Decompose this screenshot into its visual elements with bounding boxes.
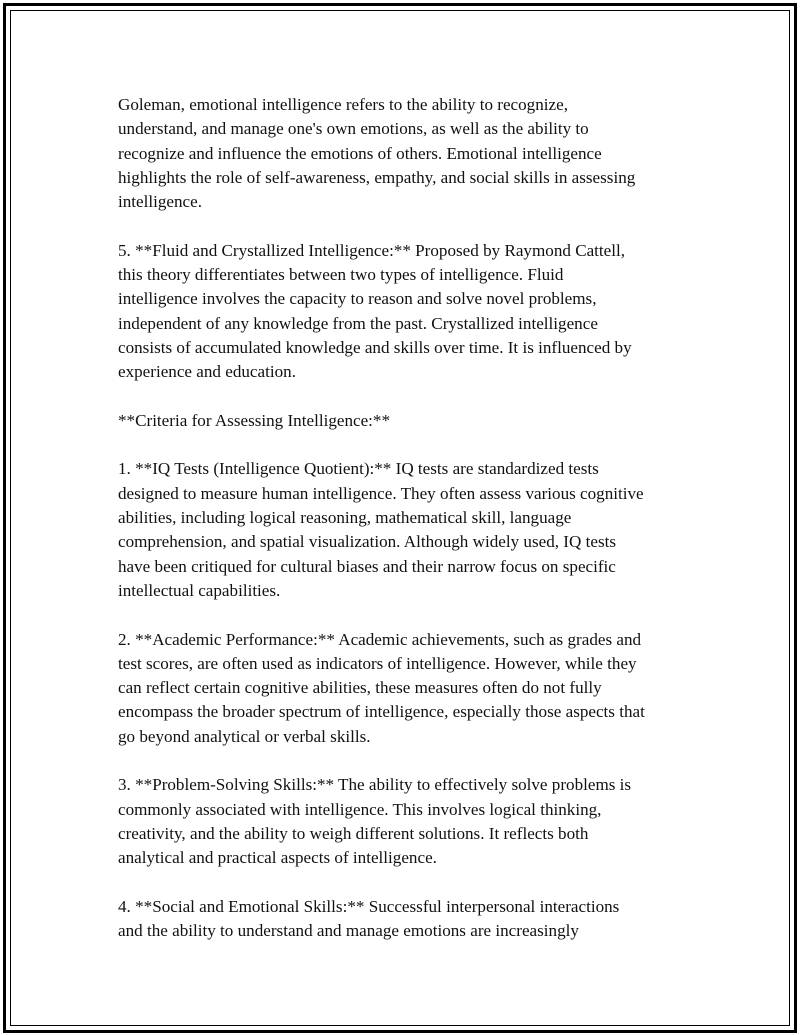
text-line: 1. **IQ Tests (Intelligence Quotient):** IQ tests are standardized tests <box>118 459 599 479</box>
text-line: and the ability to understand and manage emotions are increasingly <box>118 921 579 941</box>
text-line: analytical and practical aspects of intelligence. <box>118 848 437 868</box>
text-line: consists of accumulated knowledge and skills over time. It is influenced by <box>118 337 632 357</box>
text-line: comprehension, and spatial visualization. Although widely used, IQ tests <box>118 532 617 552</box>
text-line: recognize and influence the emotions of others. Emotional intelligence <box>118 143 602 163</box>
text-line: 2. **Academic Performance:** Academic achievements, such as grades and <box>118 629 642 649</box>
text-line: Goleman, emotional intelligence refers to the ability to recognize, <box>118 95 568 114</box>
text-line: intellectual capabilities. <box>118 580 281 600</box>
section-heading-criteria <box>118 409 698 433</box>
text-line: experience and education. <box>118 362 296 382</box>
text-line: 4. **Social and Emotional Skills:** Successful interpersonal interactions <box>118 896 620 916</box>
text-line: 5. **Fluid and Crystallized Intelligence:** Proposed by Raymond Cattell, <box>118 240 626 260</box>
text-line: 3. **Problem-Solving Skills:** The ability to effectively solve problems is <box>118 775 632 795</box>
text-line: independent of any knowledge from the past. Crystallized intelligence <box>118 313 598 333</box>
text-line: designed to measure human intelligence. They often assess various cognitive <box>118 483 644 503</box>
paragraph-problem-solving <box>118 773 698 870</box>
text-line: encompass the broader spectrum of intelligence, especially those aspects that <box>118 702 645 722</box>
text-line: intelligence. <box>118 192 203 212</box>
text-line: highlights the role of self-awareness, empathy, and social skills in assessing <box>118 167 636 187</box>
text-line: go beyond analytical or verbal skills. <box>118 726 371 746</box>
text-line: can reflect certain cognitive abilities, these measures often do not fully <box>118 678 602 698</box>
text-line: **Criteria for Assessing Intelligence:** <box>118 410 391 430</box>
paragraph-social-emotional <box>118 895 698 944</box>
text-line: creativity, and the ability to weigh different solutions. It reflects both <box>118 823 589 843</box>
text-line: understand, and manage one's own emotions, as well as the ability to <box>118 119 589 139</box>
text-line: have been critiqued for cultural biases and their narrow focus on specific <box>118 556 616 576</box>
text-line: intelligence involves the capacity to reason and solve novel problems, <box>118 289 597 309</box>
text-line: abilities, including logical reasoning, mathematical skill, language <box>118 508 572 528</box>
paragraph-fluid-crystallized <box>118 239 698 385</box>
paragraph-emotional-intelligence <box>118 93 698 214</box>
document-body <box>118 93 698 968</box>
paragraph-iq-tests <box>118 457 698 603</box>
paragraph-academic-performance <box>118 628 698 749</box>
text-line: test scores, are often used as indicators of intelligence. However, while they <box>118 653 637 673</box>
text-line: this theory differentiates between two types of intelligence. Fluid <box>118 265 564 285</box>
text-line: commonly associated with intelligence. This involves logical thinking, <box>118 799 602 819</box>
